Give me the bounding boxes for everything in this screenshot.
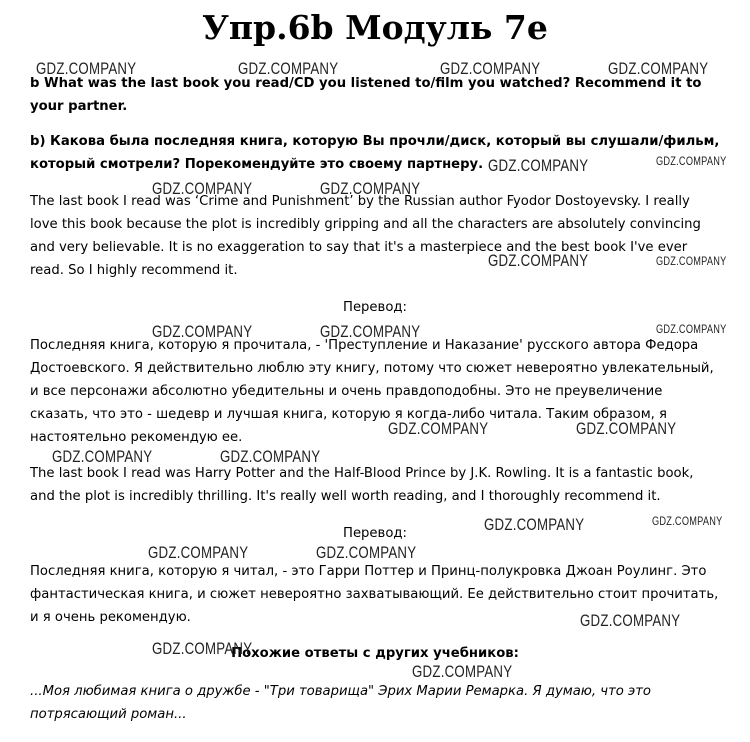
watermark: GDZ.COMPANY — [152, 639, 253, 658]
watermark: GDZ.COMPANY — [152, 322, 253, 341]
answer-2-english: The last book I read was Harry Potter and the Half-Blood Prince by J.K. Rowling. It is a fantastic book, and the plot is incredibly thrilling. It's really well worth reading, and I thoroughly recommend it. — [30, 466, 694, 504]
watermark: GDZ.COMPANY — [36, 59, 137, 78]
watermark: GDZ.COMPANY — [656, 256, 727, 268]
watermark: GDZ.COMPANY — [608, 59, 709, 78]
similar-answer-snippet[interactable]: ...Моя любимая книга о дружбе - "Три товарища" Эрих Марии Ремарка. Я думаю, что это потрясающий роман... — [30, 684, 651, 722]
watermark: GDZ.COMPANY — [238, 59, 339, 78]
watermark: GDZ.COMPANY — [440, 59, 541, 78]
watermark: GDZ.COMPANY — [52, 447, 153, 466]
watermark: GDZ.COMPANY — [412, 662, 513, 681]
similar-answers-heading[interactable]: Похожие ответы с других учебников: — [231, 646, 519, 661]
watermark: GDZ.COMPANY — [652, 516, 723, 528]
watermark: GDZ.COMPANY — [152, 179, 253, 198]
question-english: b What was the last book you read/CD you listened to/film you watched? Recommend it to your partner. — [30, 76, 702, 114]
watermark: GDZ.COMPANY — [220, 447, 321, 466]
translation-label-1: Перевод: — [343, 300, 407, 315]
answer-2-russian: Последняя книга, которую я читал, - это Гарри Поттер и Принц-полукровка Джоан Роулинг. Это фантастическая книга, и сюжет невероятно захватывающий. Ее действительно стоит прочитать, и я очень рекомендую. — [30, 564, 719, 625]
watermark: GDZ.COMPANY — [320, 179, 421, 198]
answer-1-english: The last book I read was ‘Crime and Punishment’ by the Russian author Fyodor Dostoyevsky. I really love this book because the plot is incredibly gripping and all the characters are absolutely convincing and very believable. It is no exaggeration to say that it's a masterpiece and the best book I've ever read. So I highly recommend it. — [30, 194, 701, 278]
watermark: GDZ.COMPANY — [576, 419, 677, 438]
watermark: GDZ.COMPANY — [488, 251, 589, 270]
watermark: GDZ.COMPANY — [488, 156, 589, 175]
answer-1-russian: Последняя книга, которую я прочитала, - 'Преступление и Наказание' русского автора Федора Достоевского. Я действительно люблю эту книгу, потому что сюжет невероятно увлекательный, и все персонажи абсолютно убедительны и очень правдоподобны. Это не преувеличение сказать, что это - шедевр и лучшая книга, которую я когда-либо читала. Таким образом, я настоятельно рекомендую ее. — [30, 338, 714, 445]
watermark: GDZ.COMPANY — [388, 419, 489, 438]
page-title: Упр.6b Модуль 7e — [202, 8, 548, 47]
watermark: GDZ.COMPANY — [656, 324, 727, 336]
watermark: GDZ.COMPANY — [656, 156, 727, 168]
watermark: GDZ.COMPANY — [320, 322, 421, 341]
watermark: GDZ.COMPANY — [484, 515, 585, 534]
watermark: GDZ.COMPANY — [580, 611, 681, 630]
watermark: GDZ.COMPANY — [148, 543, 249, 562]
question-russian: b) Какова была последняя книга, которую Вы прочли/диск, который вы слушали/фильм, который смотрели? Порекомендуйте это своему партнеру. — [30, 134, 720, 172]
watermark: GDZ.COMPANY — [316, 543, 417, 562]
translation-label-2: Перевод: — [343, 526, 407, 541]
